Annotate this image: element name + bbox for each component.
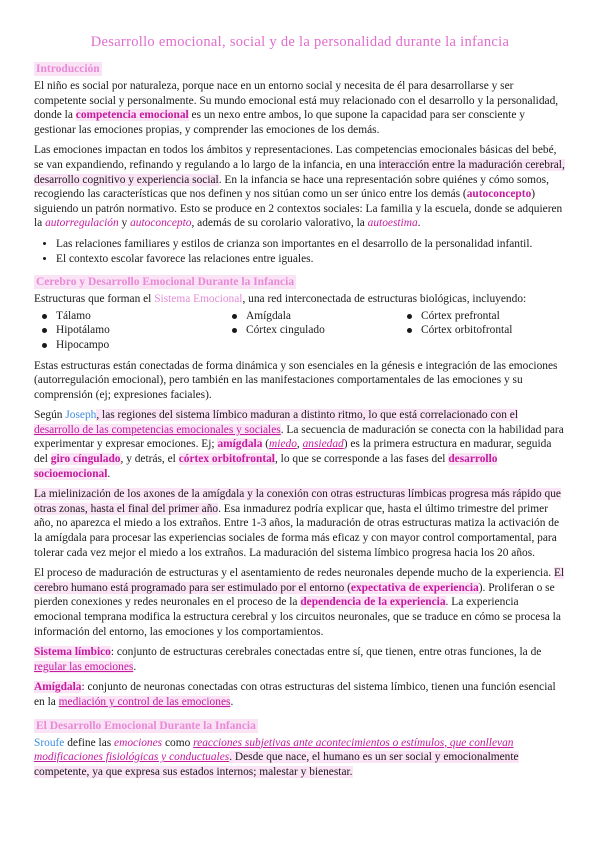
term-expectativa-experiencia: expectativa de experiencia (350, 581, 479, 594)
section-heading-desarrollo: El Desarrollo Emocional Durante la Infancia (36, 719, 256, 732)
term-dependencia-experiencia: dependencia de la experiencia (300, 596, 446, 609)
text: . En la infancia se hace una representación sobre quiénes y cómo somos, recogiendo las características que nos definen y nos sitúan como un ser único entre los demás ( (34, 173, 549, 201)
highlight-cerebro-programado: El cerebro humano está programado para ser estimulado por el entorno ( (34, 567, 565, 594)
text: , lo que se corresponde a las fases del (274, 453, 449, 466)
experiencia-paragraph (34, 566, 566, 639)
text: . Desde que nace, el humano es un ser social y emocionalmente competente, ya que expresa sus estados internos; malestar y bienestar. (34, 751, 519, 778)
list-item: Hipocampo (42, 338, 232, 353)
term-ansiedad: ansiedad (302, 438, 344, 451)
term-desarrollo-socioemocional: desarrollo socioemocional (34, 453, 498, 480)
definition-amigdala (34, 680, 566, 709)
text: ) es la primera estructura en madurar, seguida del (34, 438, 552, 466)
definition-sistema-limbico (34, 645, 566, 674)
text: El niño es social por naturaleza, porque nace en un entorno social y necesita de él para desarrollarse y ser competente social y personalmente. Su mundo emocional está muy relacionado con el desarrollo y la personalidad, donde la (34, 80, 559, 122)
text: : conjunto de estructuras cerebrales conectadas entre sí, que tienen, entre otras funciones, la de (110, 646, 542, 659)
text: Estructuras que forman el (34, 293, 155, 306)
intro-paragraph-1 (34, 79, 566, 137)
text: Las emociones impactan en todos los ámbitos y representaciones. Las competencias emocionales básicas del bebé, se van expandiendo, refinando y regulando a lo largo de la infancia, en una (34, 144, 557, 171)
list-item: • Las relaciones familiares y estilos de crianza son importantes en el desarrollo de la personalidad infantil. (56, 237, 566, 252)
text: . Esa inmadurez podría explicar que, hasta el último trimestre del primer año, no aparezca el miedo a los extraños. Entre 1-3 años, la maduración de otras estructuras matiza la activación de la amígdala para procesar las experiencias sociales de forma más eficaz y con mayor control comportamental, para tolerar cada vez mejor el miedo a los extraños. La maduración del sistema límbico progresa hacia los 20 años. (34, 502, 560, 559)
author-joseph: Joseph (65, 409, 97, 422)
author-sroufe: Sroufe (34, 736, 65, 749)
link-mediacion-control: mediación y control de las emociones (58, 695, 231, 708)
list-item: • El contexto escolar favorece las relaciones entre iguales. (56, 252, 566, 267)
text: , además de su corolario valorativo, la (191, 217, 368, 230)
list-item: Córtex prefrontal (407, 309, 567, 324)
list-item: Hipotálamo (42, 323, 232, 338)
text: . (230, 695, 234, 708)
term-sistema-emocional: Sistema Emocional (154, 293, 243, 306)
term-giro-cingulado: giro cíngulado (50, 453, 121, 466)
term-amigdala: amígdala (217, 438, 263, 451)
text: , (296, 438, 303, 451)
term-amigdala-def: Amígdala (34, 681, 82, 694)
joseph-paragraph (34, 408, 566, 481)
term-emociones: emociones (114, 736, 163, 749)
term-autoestima: autoestima (367, 217, 418, 230)
text: . (107, 467, 111, 480)
text: , una red interconectada de estructuras biológicas, incluyendo: (242, 293, 527, 306)
text: como (162, 736, 194, 749)
term-cortex-orbitofrontal: córtex orbitofrontal (178, 453, 275, 466)
text: : conjunto de neuronas conectadas con otras estructuras del sistema límbico, tienen una función esencial en la (34, 681, 556, 708)
page-title: Desarrollo emocional, social y de la personalidad durante la infancia (90, 34, 510, 50)
term-sistema-limbico: Sistema límbico (34, 646, 111, 659)
term-miedo: miedo (269, 438, 297, 451)
text: ) siguiendo un patrón normativo. Esto se produce en 2 contextos sociales: La familia y la escuela, donde se adquieren la (34, 188, 563, 230)
list-item: Córtex cingulado (232, 323, 407, 338)
link-desarrollo-competencias: desarrollo de las competencias emocionales y sociales (34, 423, 281, 436)
text: , las regiones del sistema límbico maduran a distinto ritmo, lo que está correlacionado con el (96, 409, 518, 422)
link-regular-emociones: regular las emociones (34, 660, 134, 673)
text: . (133, 660, 137, 673)
text: define las (64, 736, 115, 749)
section-heading-cerebro: Cerebro y Desarrollo Emocional Durante la Infancia (36, 276, 295, 289)
highlight-mielinizacion: La mielinización de los axones de la amígdala y la conexión con otras estructuras límbicas progresa más rápido que otras zonas, hasta el final del primer año (34, 488, 561, 515)
definition-emociones: reacciones subjetivas ante acontecimientos o estímulos, que conllevan modificaciones fisiológicas y conductuales (34, 736, 514, 764)
text: ( (262, 438, 270, 451)
text: es un nexo entre ambos, lo que supone la capacidad para ser consciente y gestionar las emociones propias, y comprender las emociones de los demás. (34, 109, 525, 136)
list-item: Amígdala (232, 309, 407, 324)
text: . La experiencia emocional temprana modifica la estructura cerebral y los circuitos neuronales, que se traduce en cómo se procesa la información del entorno, las emociones y los comportamientos. (34, 596, 561, 638)
structures-list (34, 309, 566, 353)
list-item: Tálamo (42, 309, 232, 324)
list-item: Córtex orbitofrontal (407, 323, 567, 338)
text: . (417, 217, 421, 230)
text: ). Proliferan o se pierden conexiones y redes neuronales en el proceso de la (34, 581, 555, 609)
text: y (118, 217, 131, 230)
text: , y detrás, el (120, 453, 179, 466)
structures-intro (34, 292, 566, 307)
intro-paragraph-2 (34, 143, 566, 231)
bullet-list-contexts (34, 237, 566, 266)
text: El proceso de maduración de estructuras y el asentamiento de redes neuronales depende mucho de la experiencia. (34, 567, 554, 580)
term-autoconcepto-2: autoconcepto (130, 217, 192, 230)
highlight-interaccion: interacción entre la maduración cerebral, desarrollo cognitivo y experiencia social (34, 158, 565, 186)
section-heading-intro: Introducción (36, 63, 100, 75)
mielinizacion-paragraph (34, 487, 566, 560)
term-autorregulacion: autorregulación (45, 217, 119, 230)
term-autoconcepto: autoconcepto (466, 188, 532, 201)
text: Según (34, 409, 66, 422)
term-competencia-emocional: competencia emocional (75, 109, 189, 122)
structures-paragraph: Estas estructuras están conectadas de forma dinámica y son esenciales en la génesis e integración de las emociones (autorregulación emocional), pero también en las manifestaciones comportamentales de las emociones y su comprensión (ej; expresiones faciales). (34, 359, 558, 401)
sroufe-paragraph (34, 736, 566, 780)
text: . La secuencia de maduración se conecta con la habilidad para experimentar y expresar emociones. Ej; (34, 423, 564, 451)
